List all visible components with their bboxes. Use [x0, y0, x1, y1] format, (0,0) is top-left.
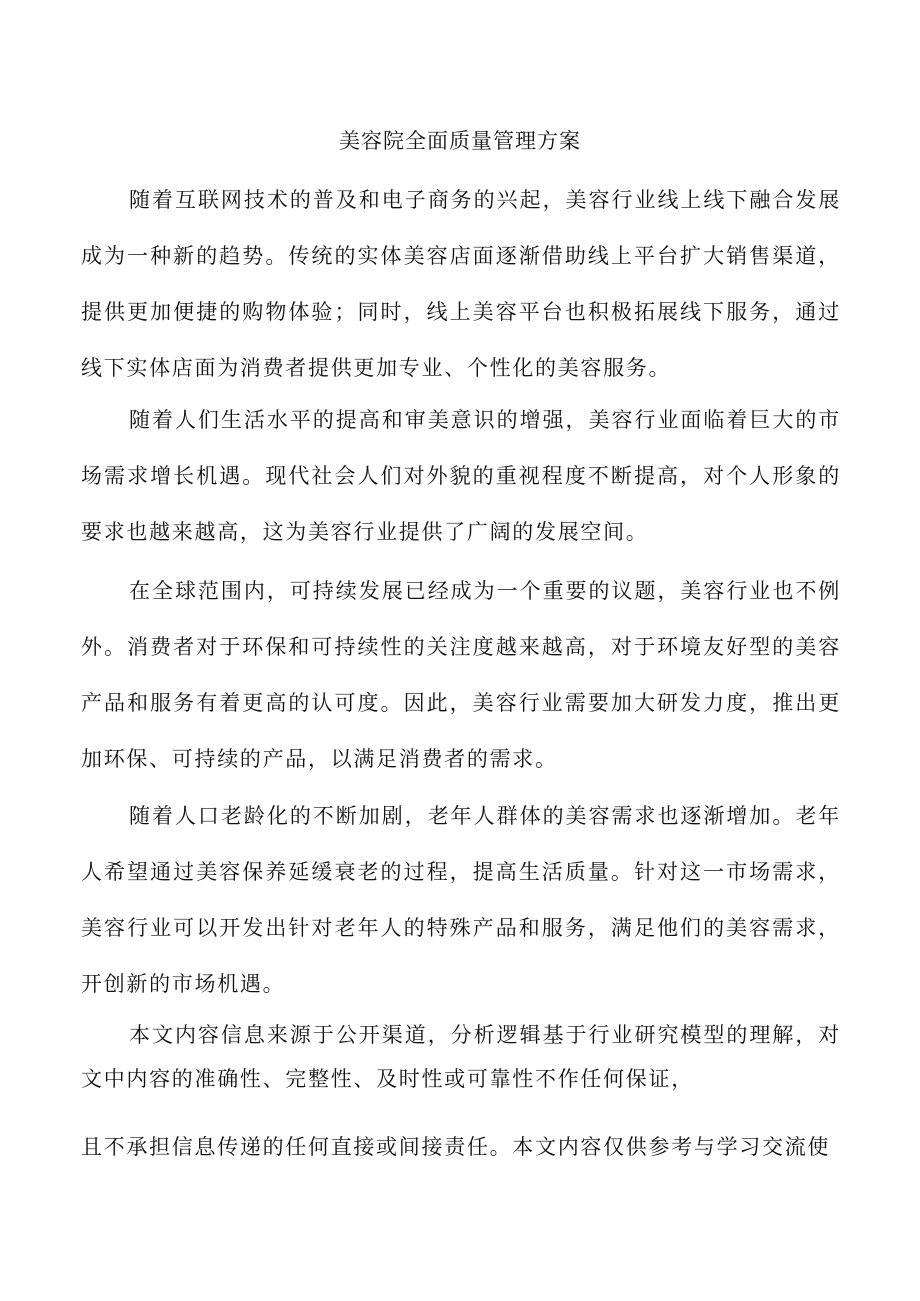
paragraph-market-demand: 随着人们生活水平的提高和审美意识的增强，美容行业面临着巨大的市场需求增长机遇。现代社会人们对外貌的重视程度不断提高，对个人形象的要求也越来越高，这为美容行业提供了广阔的发展空间。	[81, 408, 841, 544]
document-title: 美容院全面质量管理方案	[339, 129, 581, 153]
paragraph-online-offline: 随着互联网技术的普及和电子商务的兴起，美容行业线上线下融合发展成为一种新的趋势。传统的实体美容店面逐渐借助线上平台扩大销售渠道，提供更加便捷的购物体验；同时，线上美容平台也积极拓展线下服务，通过线下实体店面为消费者提供更加专业、个性化的美容服务。	[81, 188, 841, 380]
paragraph-sustainability: 在全球范围内，可持续发展已经成为一个重要的议题，美容行业也不例外。消费者对于环保和可持续性的关注度越来越高，对于环境友好型的美容产品和服务有着更高的认可度。因此，美容行业需要加大研发力度，推出更加环保、可持续的产品，以满足消费者的需求。	[81, 579, 841, 771]
disclaimer-paragraph: 本文内容信息来源于公开渠道，分析逻辑基于行业研究模型的理解，对文中内容的准确性、完整性、及时性或可靠性不作任何保证，	[81, 1023, 841, 1091]
paragraph-aging-population: 随着人口老龄化的不断加剧，老年人群体的美容需求也逐渐增加。老年人希望通过美容保养延缓衰老的过程，提高生活质量。针对这一市场需求，美容行业可以开发出针对老年人的特殊产品和服务，满足他们的美容需求，开创新的市场机遇。	[81, 804, 841, 996]
disclaimer-continuation: 且不承担信息传递的任何直接或间接责任。本文内容仅供参考与学习交流使	[81, 1135, 831, 1159]
